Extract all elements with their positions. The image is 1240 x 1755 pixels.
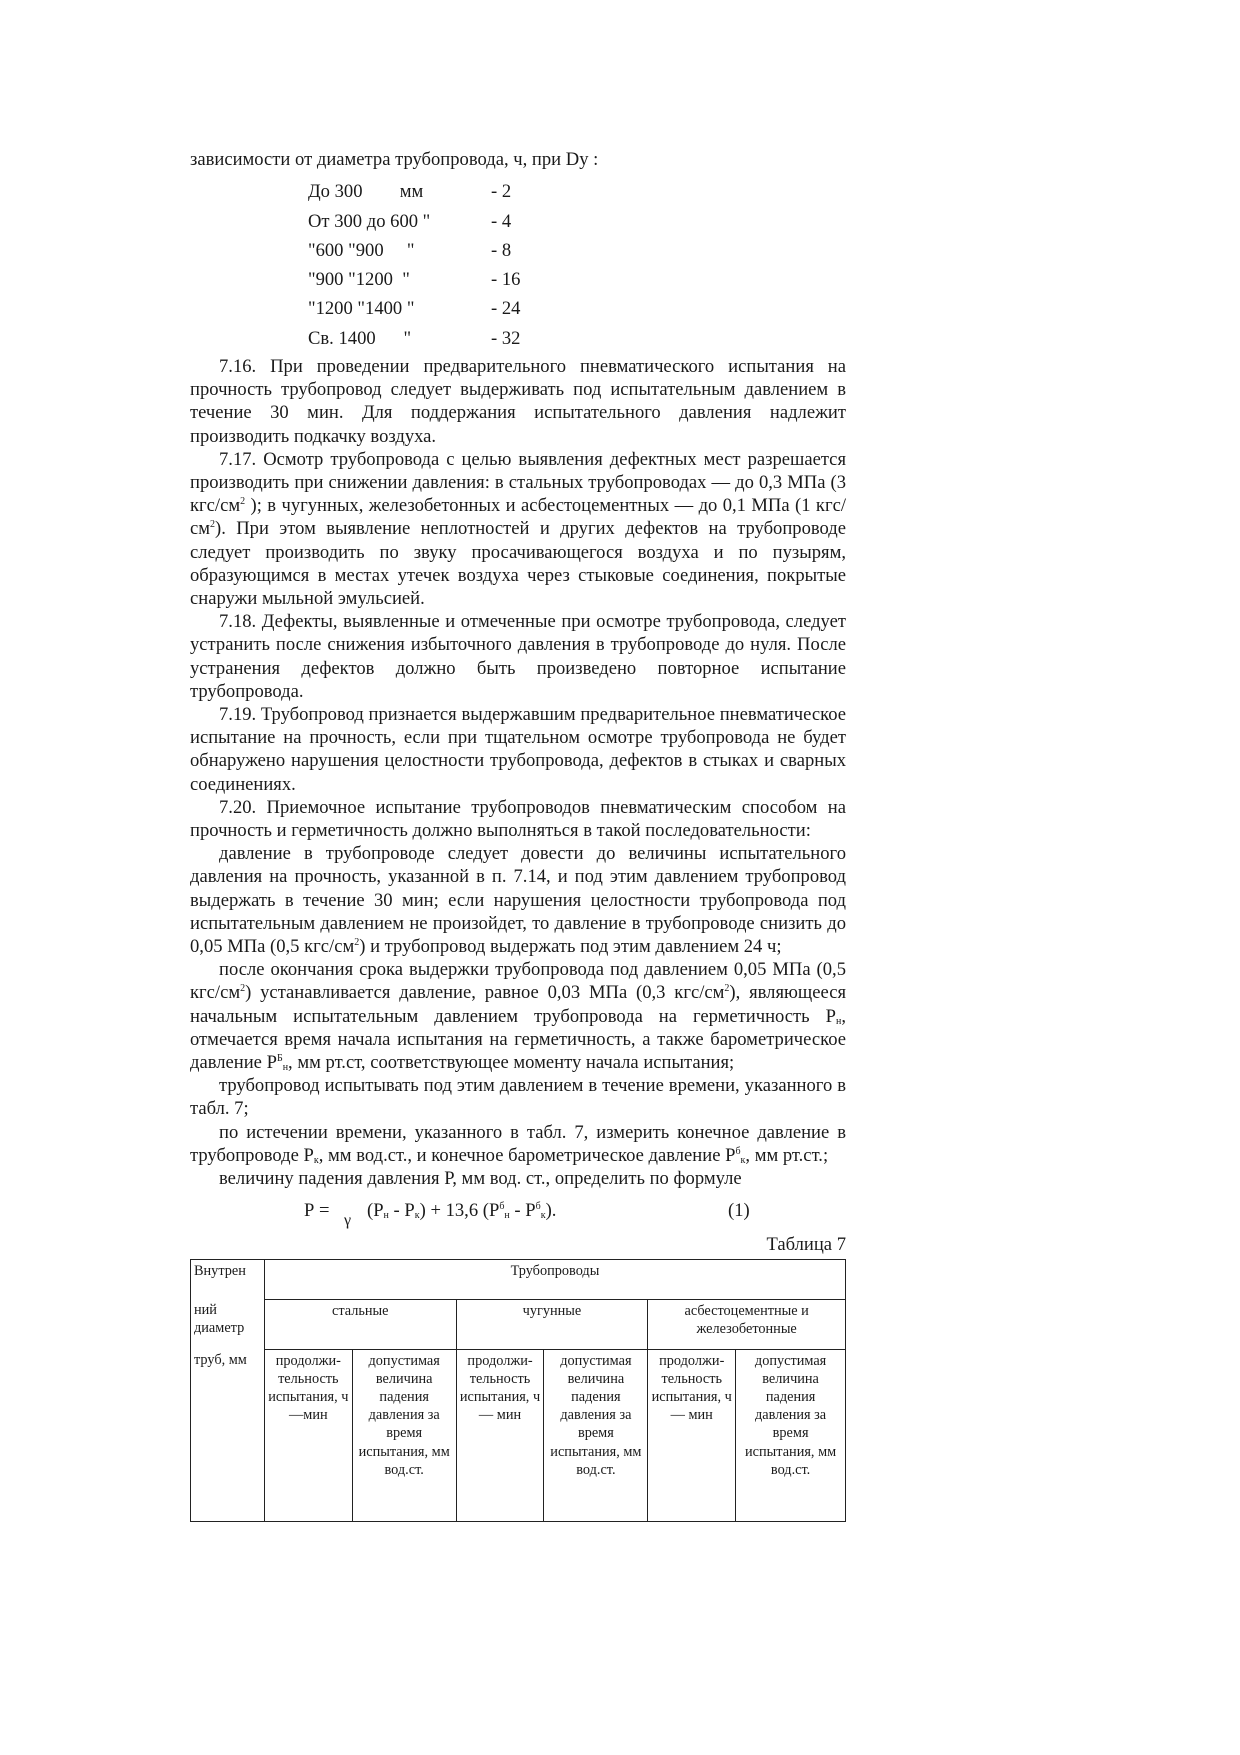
formula-lhs: Р = bbox=[304, 1200, 330, 1222]
table-header-steel: стальные bbox=[264, 1299, 456, 1349]
formula-1 bbox=[190, 1192, 846, 1230]
table-header-diameter-b: ний диаметр bbox=[191, 1299, 265, 1349]
dy-row bbox=[308, 294, 846, 323]
table-header-duration: продолжительность испытания, ч —мин bbox=[264, 1349, 352, 1521]
paragraph-7-16: 7.16. При проведении предварительного пневматического испытания на прочность трубопровод следует выдерживать под испытательным давлением в течение 30 мин. Для поддержания испытательного давления надлежит производить подкачку воздуха. bbox=[190, 355, 846, 447]
dy-row bbox=[308, 207, 846, 236]
dy-value: - 24 bbox=[491, 298, 521, 320]
paragraph-7-19: 7.19. Трубопровод признается выдержавшим предварительное пневматическое испытание на прочность, если при тщательном осмотре трубопровода не будет обнаружено нарушения целостности трубопровода, дефектов в стыках и сварных соединениях. bbox=[190, 704, 846, 795]
step-1: давление в трубопроводе следует довести до величины испытательного давления на прочность, указанной в п. 7.14, и под этим давлением трубопровод выдержать в течение 30 мин; если нарушения целостности трубопровода под испытательным давлением не произойдет, то давление в трубопроводе снизить до 0,05 МПа (0,5 кгс/$см^2$) и трубопровод выдержать под этим давлением 24 ч; bbox=[190, 843, 846, 958]
table-header-pipelines: Трубопроводы bbox=[264, 1259, 845, 1299]
formula-number: (1) bbox=[728, 1200, 750, 1222]
table-7 bbox=[190, 1259, 846, 1522]
table-header-allowed-drop: допустимая величина падения давления за время испытания, мм вод.ст. bbox=[352, 1349, 456, 1521]
table-header-cast-iron: чугунные bbox=[456, 1299, 648, 1349]
dy-row bbox=[308, 324, 846, 353]
table-header-diameter-a: Внутрен bbox=[191, 1259, 265, 1299]
dy-value: - 4 bbox=[491, 210, 512, 232]
intro-text: зависимости от диаметра трубопровода, ч, при Dy : bbox=[190, 149, 599, 170]
table-header-diameter-c: труб, мм bbox=[191, 1349, 265, 1521]
dy-value: - 16 bbox=[491, 269, 521, 291]
formula-gamma: γ bbox=[344, 1212, 352, 1230]
dy-value: - 8 bbox=[491, 239, 512, 261]
dy-range: Св. 1400 " bbox=[308, 327, 412, 349]
document-page bbox=[190, 148, 846, 1522]
dy-range: До 300 мм bbox=[308, 181, 424, 203]
step-5: величину падения давления Р, мм вод. ст., определить по формуле bbox=[219, 1168, 742, 1190]
dy-row bbox=[308, 265, 846, 294]
dy-range: От 300 до 600 " bbox=[308, 210, 431, 232]
table-header-allowed-drop: допустимая величина падения давления за время испытания, мм вод.ст. bbox=[544, 1349, 648, 1521]
table-caption: Таблица 7 bbox=[766, 1234, 846, 1256]
step-3: трубопровод испытывать под этим давлением в течение времени, указанного в табл. 7; bbox=[190, 1075, 846, 1120]
paragraph-7-18: 7.18. Дефекты, выявленные и отмеченные при осмотре трубопровода, следует устранить после снижения избыточного давления в трубопроводе до нуля. После устранения дефектов должно быть произведено повторное испытание трубопровода. bbox=[190, 611, 846, 702]
table-header-allowed-drop: допустимая величина падения давления за время испытания, мм вод.ст. bbox=[736, 1349, 846, 1521]
step-4: по истечении времени, указанного в табл. 7, измерить конечное давление в трубопроводе $Р_к$, мм вод.ст., и конечное барометрическое давление $Р^б_к$, мм рт.ст.; bbox=[190, 1121, 846, 1166]
dy-range: "900 "1200 " bbox=[308, 269, 410, 291]
dy-value: - 32 bbox=[491, 327, 521, 349]
paragraph-7-17: 7.17. Осмотр трубопровода с целью выявления дефектных мест разрешается производить при снижении давления: в стальных трубопроводах — до 0,3 МПа (3 кгс/$см^2$ ); в чугунных, железобетонных и асбестоцементных — до 0,1 МПа (1 кгс/$см^2$). При этом выявление неплотностей и других дефектов на трубопроводе следует производить по звуку просачивающегося воздуха и по пузырям, образующимся в местах утечек воздуха через стыковые соединения, покрытые снаружи мыльной эмульсией. bbox=[190, 448, 846, 610]
table-header-duration: продолжительность испытания, ч — мин bbox=[456, 1349, 544, 1521]
dy-range: "600 "900 " bbox=[308, 239, 415, 261]
step-2: после окончания срока выдержки трубопровода под давлением 0,05 МПа (0,5 кгс/$см^2$) устанавливается давление, равное 0,03 МПа (0,3 кгс/$см^2$), являющееся начальным испытательным давлением трубопровода на герметичность $Р_н$, отмечается время начала испытания на герметичность, а также барометрическое давление $Р^Б_н$, мм рт.ст, соответствующее моменту начала испытания; bbox=[190, 959, 847, 1074]
dy-range: "1200 "1400 " bbox=[308, 298, 415, 320]
dy-row bbox=[308, 177, 846, 206]
table-header-duration: продолжительность испытания, ч — мин bbox=[648, 1349, 736, 1521]
table-header-asbestos: асбестоцементные и железобетонные bbox=[648, 1299, 846, 1349]
dy-value: - 2 bbox=[491, 181, 512, 203]
paragraph-7-20: 7.20. Приемочное испытание трубопроводов пневматическим способом на прочность и герметичность должно выполняться в такой последовательности: bbox=[190, 796, 846, 842]
dy-row bbox=[308, 236, 846, 265]
formula-rhs: $(Р_н - Р_к) + 13,6$ $(Р^б_н - Р^б_к)$. bbox=[367, 1200, 557, 1222]
dy-duration-list bbox=[308, 177, 846, 353]
